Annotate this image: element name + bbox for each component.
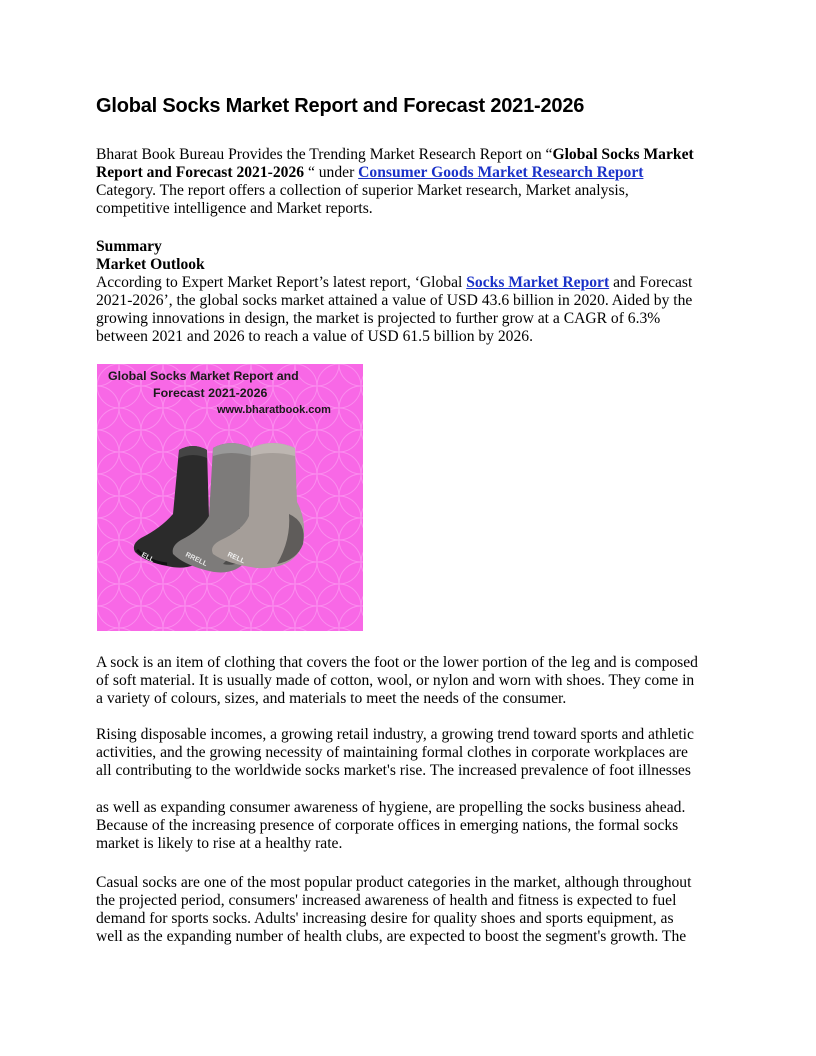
svg-text:ELL: ELL xyxy=(140,551,156,564)
intro-paragraph xyxy=(96,146,718,218)
banner-title-line-1: Global Socks Market Report and xyxy=(108,369,299,383)
hygiene-line-3: market is likely to rise at a healthy rate. xyxy=(96,835,343,852)
sock-line-2: of soft material. It is usually made of cotton, wool, or nylon and worn with shoes. They come in xyxy=(96,672,695,689)
casual-line-4: well as the expanding number of health clubs, are expected to boost the segment's growth. The xyxy=(96,928,687,945)
summary-line-4: between 2021 and 2026 to reach a value of USD 61.5 billion by 2026. xyxy=(96,328,533,345)
casual-line-2: the projected period, consumers' increased awareness of health and fitness is expected to fuel xyxy=(96,892,677,909)
intro-line-1 xyxy=(96,146,718,164)
intro-text-mid: “ under xyxy=(304,164,359,181)
consumer-goods-link[interactable]: Consumer Goods Market Research Report xyxy=(358,164,644,181)
rising-line-1: Rising disposable incomes, a growing retail industry, a growing trend toward sports and athletic xyxy=(96,726,694,743)
sock-line-3: a variety of colours, sizes, and materials to meet the needs of the consumer. xyxy=(96,690,567,707)
intro-line-3: Category. The report offers a collection of superior Market research, Market analysis, xyxy=(96,182,629,199)
casual-line-1: Casual socks are one of the most popular product categories in the market, although throughout xyxy=(96,874,692,891)
summary-line-1: According to Expert Market Report’s latest report, ‘Global Socks Market Report and Forecast xyxy=(96,274,693,291)
svg-text:RELL: RELL xyxy=(226,551,246,566)
intro-line-2 xyxy=(96,164,718,182)
page-title: Global Socks Market Report and Forecast 2021-2026 xyxy=(96,95,585,117)
sock-definition-paragraph xyxy=(96,654,718,708)
casual-socks-paragraph xyxy=(96,874,718,946)
intro-text: Bharat Book Bureau Provides the Trending Market Research Report on “ xyxy=(96,146,553,163)
casual-line-3: demand for sports socks. Adults' increasing desire for quality shoes and sports equipment, as xyxy=(96,910,674,927)
banner-title-line-2: Forecast 2021-2026 xyxy=(153,386,268,400)
report-banner-image xyxy=(97,364,363,631)
rising-incomes-paragraph xyxy=(96,726,718,780)
banner-url: www.bharatbook.com xyxy=(217,404,331,416)
hygiene-line-2: Because of the increasing presence of corporate offices in emerging nations, the formal socks xyxy=(96,817,679,834)
svg-text:RRELL: RRELL xyxy=(184,551,209,569)
summary-heading: Summary xyxy=(96,238,162,255)
rising-line-2: activities, and the growing necessity of maintaining formal clothes in corporate workplaces are xyxy=(96,744,688,761)
intro-report-title-cont: Report and Forecast 2021-2026 xyxy=(96,164,305,181)
summary-line-3: growing innovations in design, the market is projected to further grow at a CAGR of 6.3% xyxy=(96,310,661,327)
summary-section xyxy=(96,238,718,346)
hygiene-paragraph xyxy=(96,799,718,853)
socks-photo xyxy=(127,440,333,578)
rising-line-3: all contributing to the worldwide socks market's rise. The increased prevalence of foot illnesses xyxy=(96,762,691,779)
summary-line-2: 2021-2026’, the global socks market attained a value of USD 43.6 billion in 2020. Aided by the xyxy=(96,292,693,309)
intro-line-4: competitive intelligence and Market reports. xyxy=(96,200,373,217)
intro-report-title: Global Socks Market xyxy=(552,146,694,163)
sock-line-1: A sock is an item of clothing that covers the foot or the lower portion of the leg and is composed xyxy=(96,654,698,671)
market-outlook-heading: Market Outlook xyxy=(96,256,205,273)
hygiene-line-1: as well as expanding consumer awareness of hygiene, are propelling the socks business ahead. xyxy=(96,799,686,816)
socks-market-report-link[interactable]: Socks Market Report xyxy=(466,274,610,291)
